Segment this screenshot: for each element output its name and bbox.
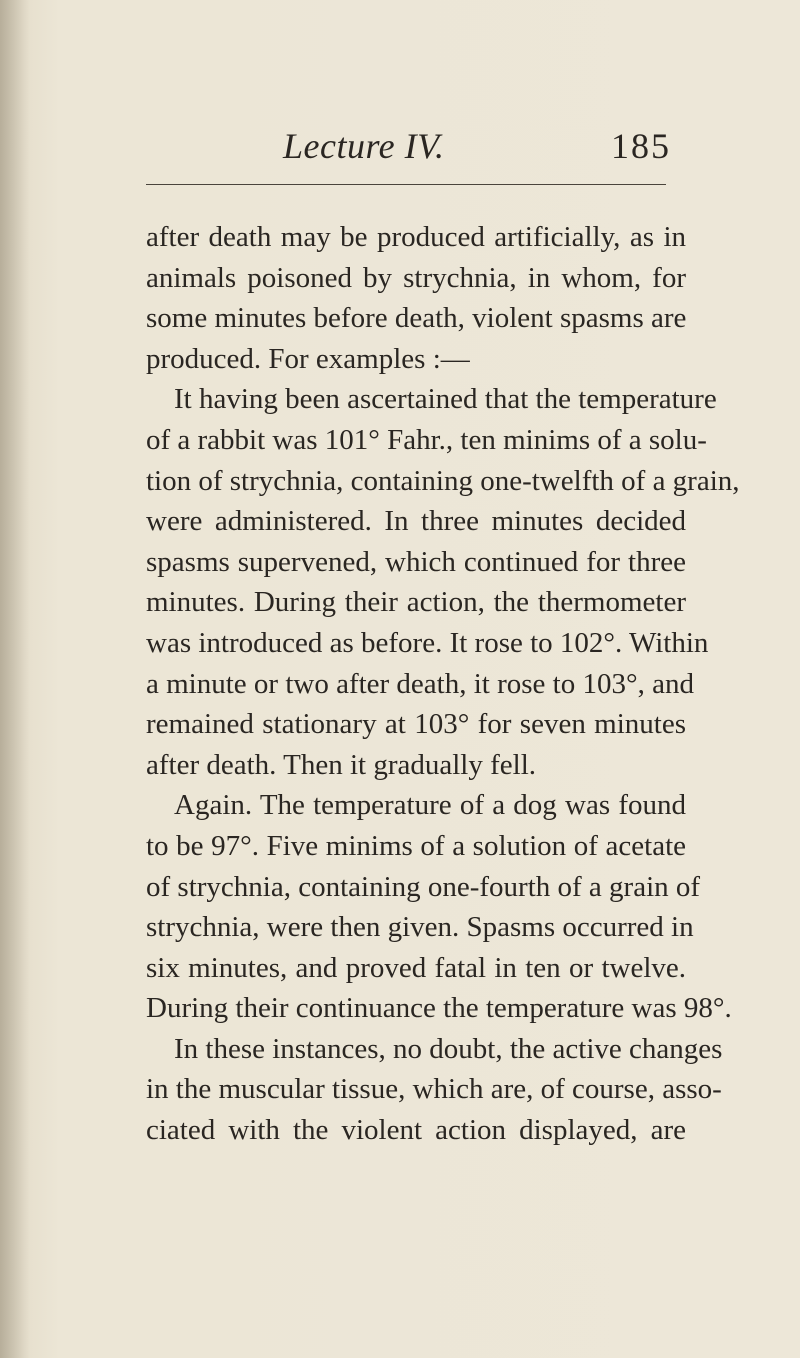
text-line: after death may be produced artificially, as in [146,221,686,253]
text-line: strychnia, were then given. Spasms occurred in [146,911,694,944]
text-line: remained stationary at 103° for seven minutes [146,708,686,741]
text-line: tion of strychnia, containing one-twelfth of a grain, [146,464,740,497]
text-line: some minutes before death, violent spasms are [146,302,687,335]
spine-shadow [0,0,30,1358]
text-line: It having been ascertained that the temperature [174,383,717,416]
text-line: after death. Then it gradually fell. [146,748,536,781]
text-line: spasms supervened, which continued for three [146,545,686,578]
header-rule [146,184,666,185]
text-line: In these instances, no doubt, the active changes [174,1032,723,1065]
running-title: Lecture IV. [283,126,445,166]
text-line: six minutes, and proved fatal in ten or twelve. [146,951,686,984]
text-line: to be 97°. Five minims of a solution of acetate [146,829,686,862]
text-line: in the muscular tissue, which are, of course, asso- [146,1073,722,1106]
text-line: a minute or two after death, it rose to 103°, and [146,667,694,700]
text-line: Again. The temperature of a dog was found [174,789,686,822]
text-line: produced. For examples :— [146,342,470,375]
text-line: ciated with the violent action displayed, are [146,1114,686,1147]
text-line: animals poisoned by strychnia, in whom, for [146,261,686,294]
text-line: were administered. In three minutes decided [146,505,686,538]
text-line: was introduced as before. It rose to 102°. Within [146,626,709,659]
text-line: of a rabbit was 101° Fahr., ten minims of a solu- [146,423,707,456]
page-number: 185 [611,126,671,166]
text-line: of strychnia, containing one-fourth of a grain of [146,870,701,903]
body-text [146,217,740,1151]
text-line: During their continuance the temperature was 98°. [146,992,732,1025]
text-line: minutes. During their action, the thermometer [146,586,686,619]
page-header [0,126,800,166]
